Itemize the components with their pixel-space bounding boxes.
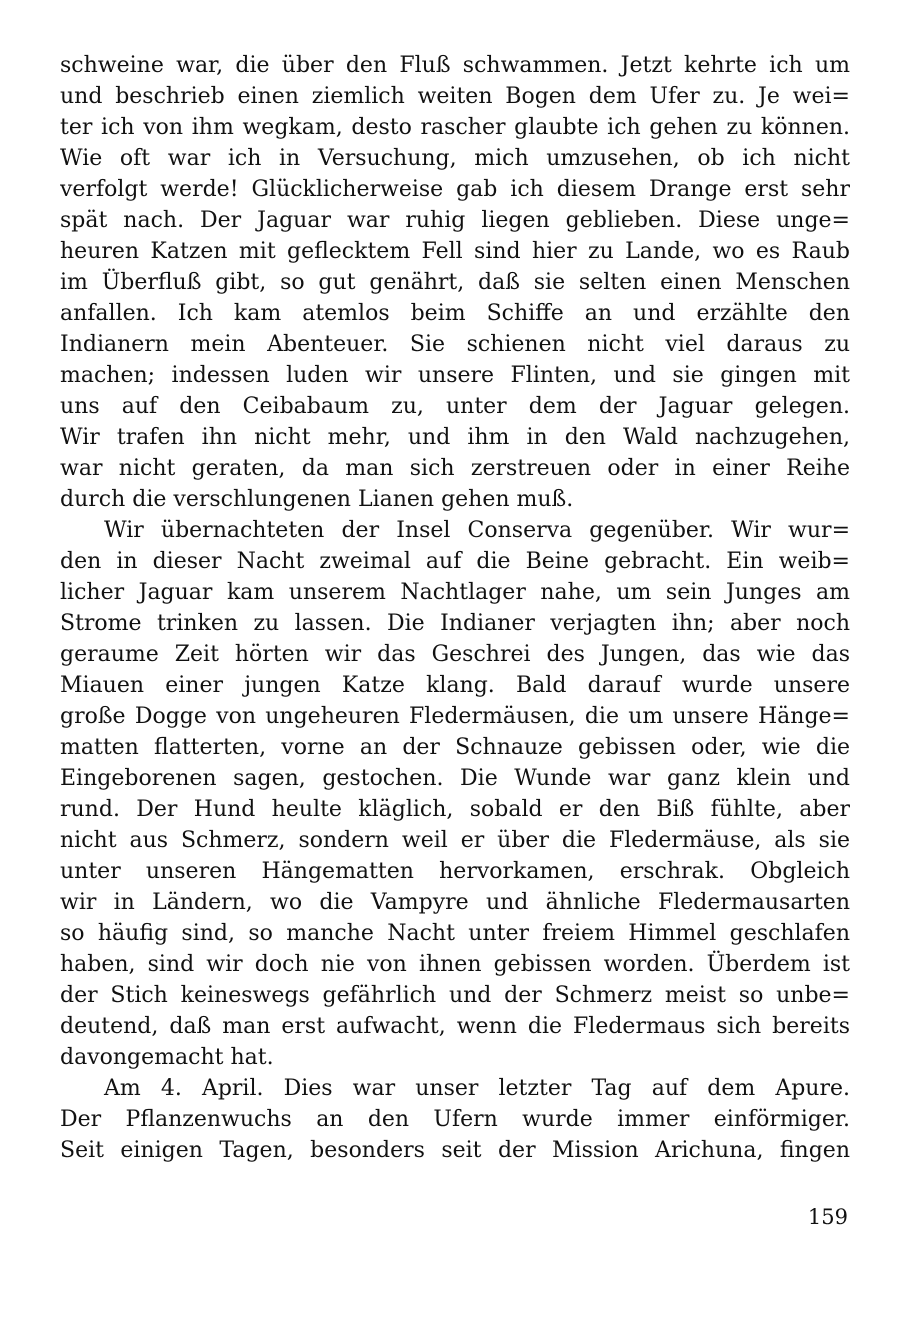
text-line: spät nach. Der Jaguar war ruhig liegen geblieben. Diese unge= (60, 208, 850, 233)
text-line: geraume Zeit hörten wir das Geschrei des Jungen, das wie das (60, 642, 850, 667)
text-line: matten flatterten, vorne an der Schnauze gebissen oder, wie die (60, 735, 850, 760)
text-line: unter unseren Hängematten hervorkamen, erschrak. Obgleich (60, 859, 850, 884)
page-number: 159 (807, 1205, 848, 1229)
text-line: so häufig sind, so manche Nacht unter freiem Himmel geschlafen (60, 921, 850, 946)
text-line: uns auf den Ceibabaum zu, unter dem der Jaguar gelegen. (60, 394, 850, 419)
text-line: haben, sind wir doch nie von ihnen gebissen worden. Überdem ist (60, 952, 850, 977)
text-line: Eingeborenen sagen, gestochen. Die Wunde war ganz klein und (60, 766, 850, 791)
text-line: Wir trafen ihn nicht mehr, und ihm in den Wald nachzugehen, (60, 425, 850, 450)
text-line: wir in Ländern, wo die Vampyre und ähnliche Fledermausarten (60, 890, 850, 915)
text-line: Wie oft war ich in Versuchung, mich umzusehen, ob ich nicht (60, 146, 850, 171)
book-page (60, 50, 850, 1166)
text-line: Seit einigen Tagen, besonders seit der Mission Arichuna, fingen (60, 1138, 850, 1163)
text-line: und beschrieb einen ziemlich weiten Bogen dem Ufer zu. Je wei= (60, 84, 850, 109)
text-line: der Stich keineswegs gefährlich und der Schmerz meist so unbe= (60, 983, 850, 1008)
text-line: durch die verschlungenen Lianen gehen muß. (60, 487, 574, 512)
text-line: im Überfluß gibt, so gut genährt, daß sie selten einen Menschen (60, 270, 850, 295)
text-line: machen; indessen luden wir unsere Flinten, und sie gingen mit (60, 363, 850, 388)
text-line: verfolgt werde! Glücklicherweise gab ich diesem Drange erst sehr (60, 177, 850, 202)
text-line: war nicht geraten, da man sich zerstreuen oder in einer Reihe (60, 456, 850, 481)
text-line: nicht aus Schmerz, sondern weil er über die Fledermäuse, als sie (60, 828, 850, 853)
text-line: anfallen. Ich kam atemlos beim Schiffe an und erzählte den (60, 301, 850, 326)
text-line: Am 4. April. Dies war unser letzter Tag auf dem Apure. (104, 1076, 850, 1101)
text-line: Wir übernachteten der Insel Conserva gegenüber. Wir wur= (104, 518, 850, 543)
text-line: Strome trinken zu lassen. Die Indianer verjagten ihn; aber noch (60, 611, 850, 636)
text-line: deutend, daß man erst aufwacht, wenn die Fledermaus sich bereits (60, 1014, 850, 1039)
text-line: den in dieser Nacht zweimal auf die Beine gebracht. Ein weib= (60, 549, 850, 574)
text-line: rund. Der Hund heulte kläglich, sobald er den Biß fühlte, aber (60, 797, 850, 822)
text-line: davongemacht hat. (60, 1045, 274, 1070)
text-line: Miauen einer jungen Katze klang. Bald darauf wurde unsere (60, 673, 850, 698)
text-line: heuren Katzen mit geflecktem Fell sind hier zu Lande, wo es Raub (60, 239, 850, 264)
text-line: Der Pflanzenwuchs an den Ufern wurde immer einförmiger. (60, 1107, 850, 1132)
text-line: Indianern mein Abenteuer. Sie schienen nicht viel daraus zu (60, 332, 850, 357)
text-line: ter ich von ihm wegkam, desto rascher glaubte ich gehen zu können. (60, 115, 850, 140)
text-line: schweine war, die über den Fluß schwammen. Jetzt kehrte ich um (60, 53, 850, 78)
text-line: licher Jaguar kam unserem Nachtlager nahe, um sein Junges am (60, 580, 850, 605)
text-line: große Dogge von ungeheuren Fledermäusen, die um unsere Hänge= (60, 704, 850, 729)
